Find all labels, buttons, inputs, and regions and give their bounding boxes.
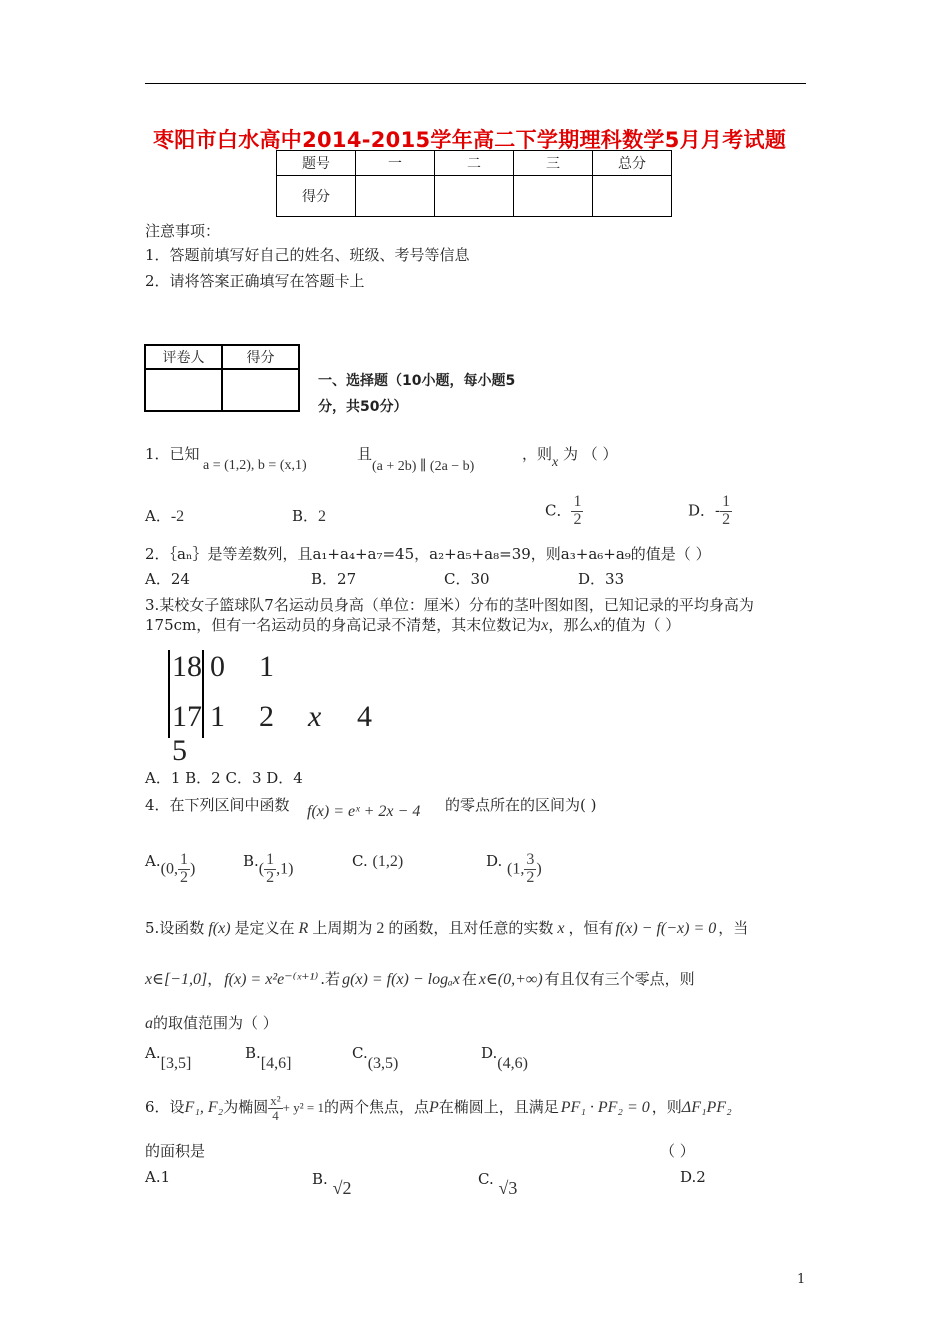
score-cell [593,176,672,217]
q2-option-d: D．33 [578,570,625,588]
q1-ask: 为 （ ） [563,445,618,463]
score-cell [356,176,435,217]
q5-option-c: C.(3,5) [352,1044,399,1072]
q1-prefix: 1．已知 [145,445,200,463]
stem-value: 18 [172,650,202,683]
q2-option-a: A．24 [145,570,190,588]
q5-line3: a的取值范围为（ ） [145,1014,278,1032]
q1-option-c: C． $\frac{1}{2}$ [545,493,582,528]
stem-left-bar [168,650,170,738]
grader-table [144,344,300,412]
grader-header: 评卷人 [145,345,222,369]
q5-option-d: D.(4,6) [481,1044,528,1072]
q2-option-c: C．30 [444,570,490,588]
q4-suffix: 的零点所在的区间为( ) [445,796,597,814]
leaf: 2 [259,700,274,733]
note-item: 2．请将答案正确填写在答题卡上 [145,272,365,290]
q5-option-a: A.[3,5] [145,1044,192,1072]
q6-paren: （ ） [660,1142,695,1160]
q6-option-d: D.2 [680,1168,706,1186]
q1-then: ，则 [522,445,553,463]
q4-prefix: 4．在下列区间中函数 [145,796,290,814]
score-cell [514,176,593,217]
q5-option-b: B.[4,6] [245,1044,292,1072]
q5-line1: 5.设函数 f(x) 是定义在 R 上周期为 2 的函数，且对任意的实数 x ，恒有 f(x) − f(−x) = 0 ，当 [145,919,749,937]
section-heading: 一、选择题（10小题，每小题5 [318,373,516,389]
q4-option-c: C. (1,2) [352,852,404,870]
q4-function: f(x) = eˣ + 2x − 4 [307,803,421,820]
score-table [276,150,672,217]
q4-option-b: B.( $\frac{1}{2}$ ,1) [243,851,294,886]
q1-option-b: B．2 [292,507,327,525]
q1-option-a: A．-2 [145,507,185,525]
leaf: 4 [357,700,372,733]
q3-options: A．1 B．2 C．3 D．4 [145,769,303,787]
page-title: 枣阳市白水高中2014-2015学年高二下学期理科数学5月月考试题 [153,128,787,152]
leaf: 5 [172,734,187,767]
q1-option-d: D．- $\frac{1}{2}$ [688,493,731,528]
q2-text: 2．｛aₙ｝是等差数列，且a₁+a₄+a₇=45，a₂+a₅+a₈=39，则a₃+a₆+a₉的值是（ ） [145,545,711,563]
score-cell [435,176,514,217]
top-rule [145,83,806,84]
q6-option-b: B. √2 [312,1170,352,1198]
q4-option-d: D. (1, $\frac{3}{2}$ ) [486,851,542,886]
q1-parallel: (a + 2b) ∥ (2a − b) [372,459,475,474]
q3-line2: 175cm，但有一名运动员的身高记录不清楚，其末位数记为x，那么x的值为（ ） [145,616,681,634]
q6-option-c: C. √3 [478,1170,518,1198]
q2-option-b: B．27 [311,570,357,588]
stem-row [172,700,438,768]
section-heading-2: 分，共50分） [318,399,408,415]
leaf: 1 [259,650,274,683]
page-number: 1 [797,1272,806,1287]
leaf: 0 [210,650,225,683]
stem-row [172,650,308,684]
q1-var: x [552,455,559,470]
note-item: 1．答题前填写好自己的姓名、班级、考号等信息 [145,246,470,264]
q1-vectors: a = (1,2), b = (x,1) [203,458,307,473]
leaf: x [308,700,322,733]
score-header: 一 [356,151,435,176]
q6-option-a: A.1 [145,1168,171,1186]
grader-header: 得分 [222,345,299,369]
stem-value: 17 [172,700,202,733]
grader-cell [222,369,299,411]
q5-line2: x∈[−1,0]， f(x) = x²e⁻⁽ˣ⁺¹⁾ .若 g(x) = f(x) − logₐx 在 x∈(0,+∞) 有且仅有三个零点，则 [145,970,695,988]
q6-line1: 6．设F₁, F₂为椭圆 $\frac{\text{x²}}{4}$ + y² = 1的两个焦点，点P在椭圆上，且满足 PF₁ · PF₂ = 0 ，则ΔF₁PF₂ [145,1093,732,1123]
q6-line2: 的面积是 [145,1142,206,1160]
notes-heading: 注意事项： [145,222,221,240]
score-header: 三 [514,151,593,176]
grader-cell [145,369,222,411]
q1-and: 且 [357,445,373,463]
score-header: 二 [435,151,514,176]
leaf: 1 [210,700,225,733]
stem-leaf-plot [168,650,438,767]
score-header: 总分 [593,151,672,176]
score-header: 题号 [277,151,356,176]
score-row-label: 得分 [277,176,356,217]
q4-option-a: A.(0, $\frac{1}{2}$ ) [145,851,196,886]
q3-line1: 3.某校女子篮球队7名运动员身高（单位：厘米）分布的茎叶图如图，已知记录的平均身高为 [145,596,754,614]
